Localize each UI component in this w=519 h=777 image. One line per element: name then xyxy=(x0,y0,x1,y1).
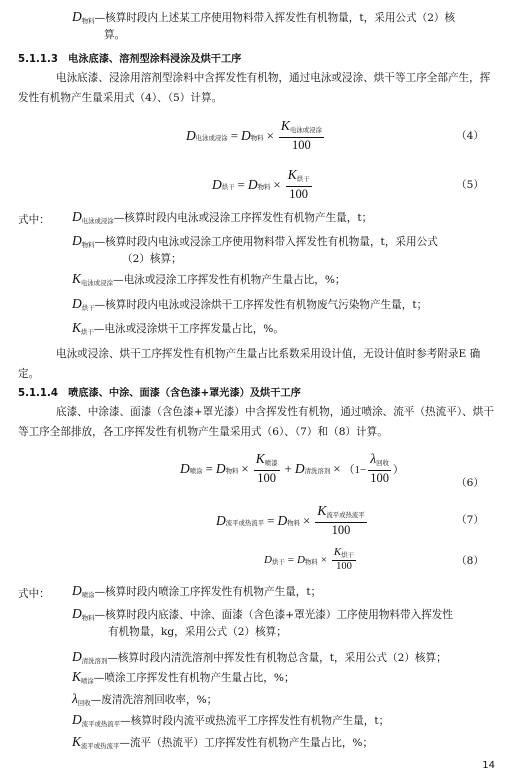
symbol: D xyxy=(216,512,226,528)
equation-7 xyxy=(216,503,369,538)
fraction xyxy=(286,167,312,202)
section-heading-5113: 5.1.1.3 电泳底漆、溶剂型涂料浸涂及烘干工序 xyxy=(18,54,242,65)
times-sign: × xyxy=(320,553,327,566)
equals-sign: = xyxy=(237,176,245,192)
equals-sign: = xyxy=(267,512,275,528)
section-heading-5114: 5.1.1.4 喷底漆、中涂、面漆（含色漆+罩光漆）及烘干工序 xyxy=(18,388,301,399)
fraction xyxy=(368,451,391,486)
denominator: 100 xyxy=(292,138,311,152)
definition-text: —核算时段内电泳或浸涂工序挥发性有机物产生量，t； xyxy=(113,212,373,224)
symbol: D xyxy=(72,583,82,598)
subscript: 烘干 xyxy=(81,328,94,336)
subscript: 流平或热流平 xyxy=(326,511,365,519)
definition-text: —核算时段内清洗溶剂中挥发性有机物总含量，t，采用公式（2）核算； xyxy=(107,652,447,664)
definition-d-material-top xyxy=(72,8,455,28)
paragraph-5113: 电泳底漆、浸涂用溶剂型涂料中含挥发性有机物，通过电泳或浸涂、烘干等工序全部产生，挥发性有机物产生量采用式（4）、（5）计算。 xyxy=(18,72,491,104)
definition-k-spraying xyxy=(72,668,295,688)
definition-text: —喷涂工序挥发性有机物产生量占比，%； xyxy=(93,672,295,684)
page-number: 14 xyxy=(482,760,495,771)
where-prefix: 式中： xyxy=(18,588,50,600)
equation-number-8: （8） xyxy=(456,555,484,567)
definition-text: —核算时段内电泳或浸涂烘干工序挥发性有机物废气污染物产生量，t； xyxy=(94,299,428,311)
times-sign: × xyxy=(273,176,281,192)
subscript: 物料 xyxy=(287,519,300,527)
definition-continuation: （2）核算； xyxy=(122,253,182,265)
subscript: 流平或热流平 xyxy=(81,720,121,728)
symbol: D xyxy=(186,127,196,143)
subscript: 清洗溶剂 xyxy=(81,657,108,665)
symbol: D xyxy=(277,512,288,528)
subscript: 物料 xyxy=(257,183,271,191)
symbol: D xyxy=(180,460,190,476)
equation-number-6: （6） xyxy=(456,477,484,489)
subscript: 喷涂 xyxy=(81,591,95,599)
symbol: D xyxy=(241,127,251,143)
symbol: D xyxy=(212,176,222,192)
fraction xyxy=(254,451,280,486)
fraction xyxy=(279,118,324,153)
subscript: 喷涂 xyxy=(81,677,94,685)
times-sign: × xyxy=(333,460,341,476)
equals-sign: = xyxy=(205,460,213,476)
subscript: 烘干 xyxy=(271,558,285,566)
plus-sign: + xyxy=(284,460,292,476)
definition-text: —核算时段内流平或热流平工序挥发性有机物产生量，t； xyxy=(120,715,390,727)
symbol: K xyxy=(72,320,82,335)
symbol: K xyxy=(255,451,265,466)
paragraph-appendix-e: 电泳或浸涂、烘干工序挥发性有机物产生量占比系数采用设计值，无设计值时参考附录E 确定。 xyxy=(18,348,481,380)
equals-sign: = xyxy=(287,553,294,566)
subscript: 流平或热流平 xyxy=(225,519,265,527)
times-sign: × xyxy=(302,512,311,528)
fraction xyxy=(315,503,366,538)
equals-sign: = xyxy=(230,127,239,143)
symbol: D xyxy=(72,606,82,621)
symbol: K xyxy=(72,734,82,749)
equation-6 xyxy=(180,451,404,486)
equation-number-5: （5） xyxy=(456,179,484,191)
paragraph-5114: 底漆、中涂漆、面漆（含色漆+罩光漆）中含挥发性有机物，通过喷涂、流平（热流平）、烘干等工序全部排放，各工序挥发性有机物产生量采用式（6）、（7）和（8）计算。 xyxy=(18,406,494,438)
where-prefix: 式中： xyxy=(18,214,50,226)
denominator: 100 xyxy=(336,561,352,572)
symbol: K xyxy=(280,118,290,133)
subscript: 物料 xyxy=(304,558,318,566)
definition-k-drying xyxy=(72,319,284,339)
subscript: 喷涂 xyxy=(189,467,203,475)
symbol: D xyxy=(264,553,272,566)
definition-k-electrophoresis xyxy=(72,270,346,290)
definition-text: —核算时段内电泳或浸涂工序使用物料带入挥发性有机物量，t，采用公式 xyxy=(94,236,438,248)
definition-d-material xyxy=(72,605,453,625)
definition-text: —核算时段内上述某工序使用物料带入挥发性有机物量，t，采用公式（2）核 xyxy=(94,12,456,24)
definition-d-drying xyxy=(72,295,427,315)
definition-text: —核算时段内喷涂工序挥发性有机物产生量，t； xyxy=(94,586,322,598)
symbol: D xyxy=(215,460,226,476)
symbol: K xyxy=(287,167,297,182)
definition-text: —核算时段内底漆、中涂、面漆（含色漆+罩光漆）工序使用物料带入挥发性 xyxy=(94,609,453,621)
subscript: 电泳或浸涂 xyxy=(289,126,322,134)
subscript: 清洗溶剂 xyxy=(304,467,331,475)
equation-number-4: （4） xyxy=(456,130,484,142)
equation-8 xyxy=(264,546,358,573)
definition-d-material xyxy=(72,232,438,252)
equation-4 xyxy=(186,118,326,153)
symbol: D xyxy=(296,553,305,566)
symbol: K xyxy=(72,669,82,684)
equation-number-7: （7） xyxy=(456,514,484,526)
symbol: D xyxy=(72,209,82,224)
symbol: λ xyxy=(370,451,377,466)
denominator: 100 xyxy=(289,187,309,201)
subscript: 喷漆 xyxy=(264,459,278,467)
subscript: 烘干 xyxy=(81,304,95,312)
denominator: 100 xyxy=(257,471,277,485)
definition-text: —电泳或浸涂工序挥发性有机物产生量占比，%； xyxy=(112,274,346,286)
subscript: 回收 xyxy=(376,459,389,467)
symbol: D xyxy=(72,649,82,664)
definition-d-cleaning-solvent xyxy=(72,648,447,668)
subscript: 电泳或浸涂 xyxy=(195,134,228,142)
symbol: D xyxy=(247,176,258,192)
subscript: 烘干 xyxy=(221,183,235,191)
paren-close: ） xyxy=(392,463,404,476)
subscript: 流平或热流平 xyxy=(81,742,120,750)
symbol: K xyxy=(72,271,82,286)
subscript: 电泳或浸涂 xyxy=(81,279,113,287)
subscript: 物料 xyxy=(225,467,239,475)
denominator: 100 xyxy=(331,523,351,537)
symbol: K xyxy=(333,546,342,558)
symbol: K xyxy=(317,503,327,518)
subscript: 烘干 xyxy=(341,551,355,559)
subscript: 物料 xyxy=(81,241,95,249)
subscript: 物料 xyxy=(250,134,264,142)
definition-k-levelling xyxy=(72,733,373,753)
definition-d-spraying xyxy=(72,582,321,602)
definition-d-electrophoresis xyxy=(72,208,372,228)
denominator: 100 xyxy=(370,471,389,485)
symbol: D xyxy=(72,233,82,248)
subscript: 电泳或浸涂 xyxy=(81,217,114,225)
definition-text: —流平（热流平）工序挥发性有机物产生量占比，%； xyxy=(119,737,374,749)
subscript: 烘干 xyxy=(296,175,310,183)
definition-text: —废清洗溶剂回收率，%； xyxy=(90,694,218,706)
subscript: 物料 xyxy=(81,17,95,25)
symbol: D xyxy=(294,460,305,476)
subscript: 回收 xyxy=(77,699,91,707)
definition-continuation: 有机物量，kg，采用公式（2）核算； xyxy=(108,626,287,638)
subscript: 物料 xyxy=(81,614,95,622)
fraction xyxy=(332,546,356,573)
definition-text: —电泳或浸涂烘干工序挥发量占比，%。 xyxy=(93,323,284,335)
symbol: D xyxy=(72,296,82,311)
symbol: D xyxy=(72,712,82,727)
times-sign: × xyxy=(241,460,249,476)
definition-d-levelling xyxy=(72,711,389,731)
times-sign: × xyxy=(266,127,274,143)
symbol: D xyxy=(72,9,82,24)
paren-open: （1− xyxy=(343,463,367,476)
equation-5 xyxy=(212,167,314,202)
definition-continuation: 算。 xyxy=(104,29,126,41)
symbol: λ xyxy=(72,691,78,706)
definition-lambda-recovery xyxy=(72,690,217,710)
